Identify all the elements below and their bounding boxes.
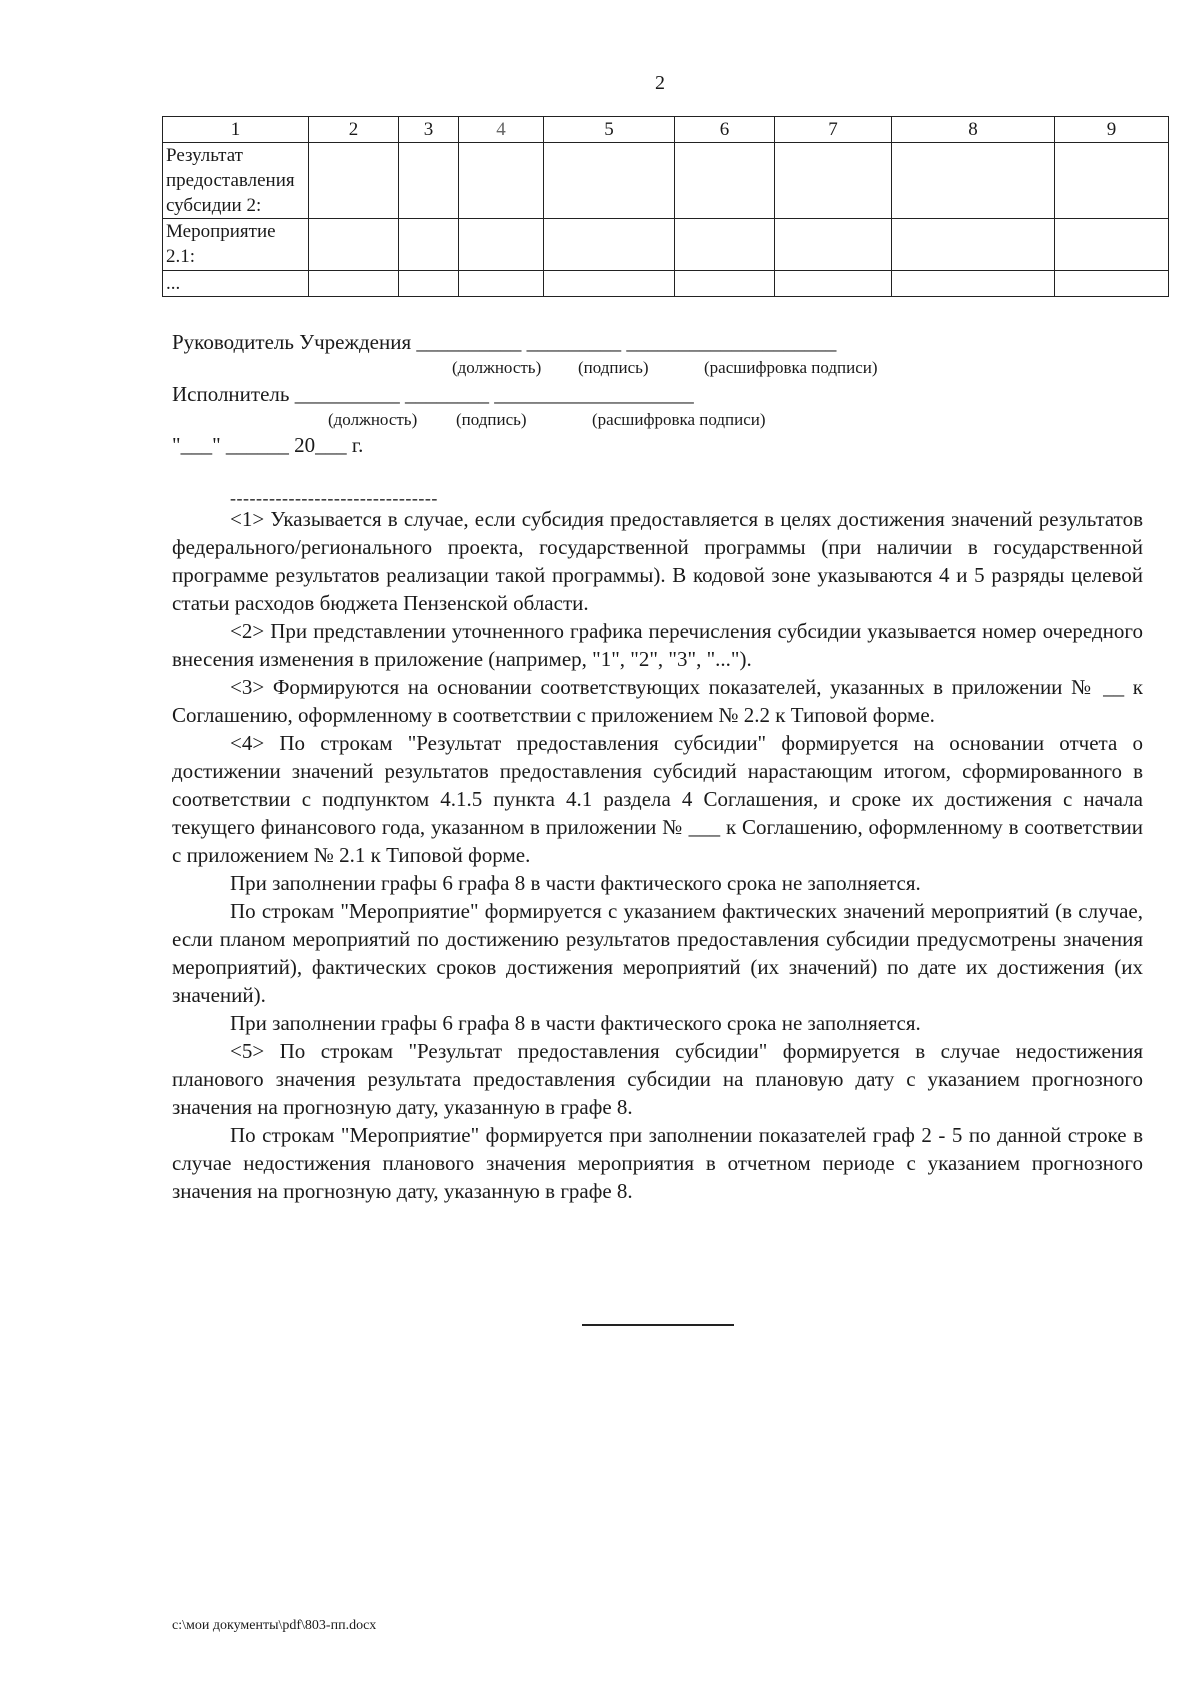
head-blanks: __________ _________ ____________________ <box>416 330 837 354</box>
table-cell <box>1055 143 1169 219</box>
executor-blanks: __________ ________ ___________________ <box>294 382 694 406</box>
row-label: ... <box>163 271 309 297</box>
footnote-5: <5> По строкам "Результат предоставления субсидии" формируется в случае недостижения планового значения результата предоставления субсидии на плановую дату с указанием прогнозного значения на прогнозную дату, указанную в графе 8. <box>172 1039 1143 1119</box>
head-caption-position: (должность) <box>452 358 542 377</box>
executor-signature-line <box>172 382 694 407</box>
table-cell <box>675 219 775 271</box>
file-path-footer: c:\мои документы\pdf\803-пп.docx <box>172 1618 377 1633</box>
executor-caption-position: (должность) <box>328 410 418 429</box>
table-cell <box>775 219 892 271</box>
table-row <box>163 271 1169 297</box>
footnote-5-measures: По строкам "Мероприятие" формируется при заполнении показателей граф 2 - 5 по данной строке в случае недостижения планового значения мероприятия в отчетном периоде с указанием прогнозного значения на прогнозную дату, указанную в графе 8. <box>172 1123 1143 1203</box>
table-cell <box>459 219 544 271</box>
table-cell <box>892 219 1055 271</box>
footnote-3: <3> Формируются на основании соответствующих показателей, указанных в приложении № __ к Соглашению, оформленному в соответствии с приложением № 2.2 к Типовой форме. <box>172 675 1143 727</box>
footnote-separator: -------------------------------- <box>230 488 438 508</box>
head-caption-signature: (подпись) <box>578 358 649 377</box>
column-header: 1 <box>163 117 309 143</box>
table-cell <box>675 271 775 297</box>
column-header: 2 <box>309 117 399 143</box>
row-label: Мероприятие 2.1: <box>163 219 309 271</box>
table-cell <box>892 271 1055 297</box>
table-cell <box>459 143 544 219</box>
footnotes <box>172 505 1143 1205</box>
column-header: 4 <box>459 117 544 143</box>
table-cell <box>675 143 775 219</box>
head-label: Руководитель Учреждения <box>172 330 412 354</box>
date-line: "___" ______ 20___ г. <box>172 433 364 457</box>
table-cell <box>309 143 399 219</box>
executor-label: Исполнитель <box>172 382 290 406</box>
table-cell <box>459 271 544 297</box>
table-cell <box>775 143 892 219</box>
column-header: 9 <box>1055 117 1169 143</box>
footnote-4: <4> По строкам "Результат предоставления субсидии" формируется на основании отчета о достижении значений результатов предоставления субсидий нарастающим итогом, сформированного в соответствии с подпунктом 4.1.5 пункта 4.1 раздела 4 Соглашения, и сроке их достижения с начала текущего финансового года, указанном в приложении № ___ к Соглашению, оформленному в соответствии с приложением № 2.1 к Типовой форме. <box>172 731 1143 867</box>
footnote-4-note-b: При заполнении графы 6 графа 8 в части фактического срока не заполняется. <box>230 1011 921 1035</box>
table-cell <box>309 271 399 297</box>
column-header: 8 <box>892 117 1055 143</box>
row-label: Результат предоставления субсидии 2: <box>163 143 309 219</box>
table-row <box>163 219 1169 271</box>
table-cell <box>544 219 675 271</box>
executor-caption-decoding: (расшифровка подписи) <box>592 410 766 429</box>
table-cell <box>1055 271 1169 297</box>
table-cell <box>309 219 399 271</box>
table-header-row <box>163 117 1169 143</box>
table-cell <box>399 143 459 219</box>
footnote-2: <2> При представлении уточненного графика перечисления субсидии указывается номер очередного внесения изменения в приложение (например, "1", "2", "3", "..."). <box>172 619 1143 671</box>
head-caption-decoding: (расшифровка подписи) <box>704 358 878 377</box>
column-header: 7 <box>775 117 892 143</box>
footnote-4-note-a: При заполнении графы 6 графа 8 в части фактического срока не заполняется. <box>230 871 921 895</box>
table-cell <box>775 271 892 297</box>
executor-caption-signature: (подпись) <box>456 410 527 429</box>
end-of-document-line <box>582 1324 734 1326</box>
report-table <box>162 116 1169 297</box>
table-cell <box>399 271 459 297</box>
page-number: 2 <box>655 72 665 94</box>
column-header: 3 <box>399 117 459 143</box>
table-row <box>163 143 1169 219</box>
table-cell <box>892 143 1055 219</box>
table-cell <box>544 143 675 219</box>
footnote-1: <1> Указывается в случае, если субсидия предоставляется в целях достижения значений результатов федерального/регионального проекта, государственной программы (при наличии в государственной программе результатов реализации такой программы). В кодовой зоне указываются 4 и 5 разряды целевой статьи расходов бюджета Пензенской области. <box>172 507 1143 615</box>
footnote-4-measures: По строкам "Мероприятие" формируется с указанием фактических значений мероприятий (в случае, если планом мероприятий по достижению результатов предоставления субсидии предусмотрены значения мероприятий), фактических сроков достижения мероприятий (их значений) по дате их достижения (их значений). <box>172 899 1143 1007</box>
head-signature-line <box>172 330 836 355</box>
column-header: 5 <box>544 117 675 143</box>
table-cell <box>544 271 675 297</box>
table-cell <box>399 219 459 271</box>
table-cell <box>1055 219 1169 271</box>
column-header: 6 <box>675 117 775 143</box>
